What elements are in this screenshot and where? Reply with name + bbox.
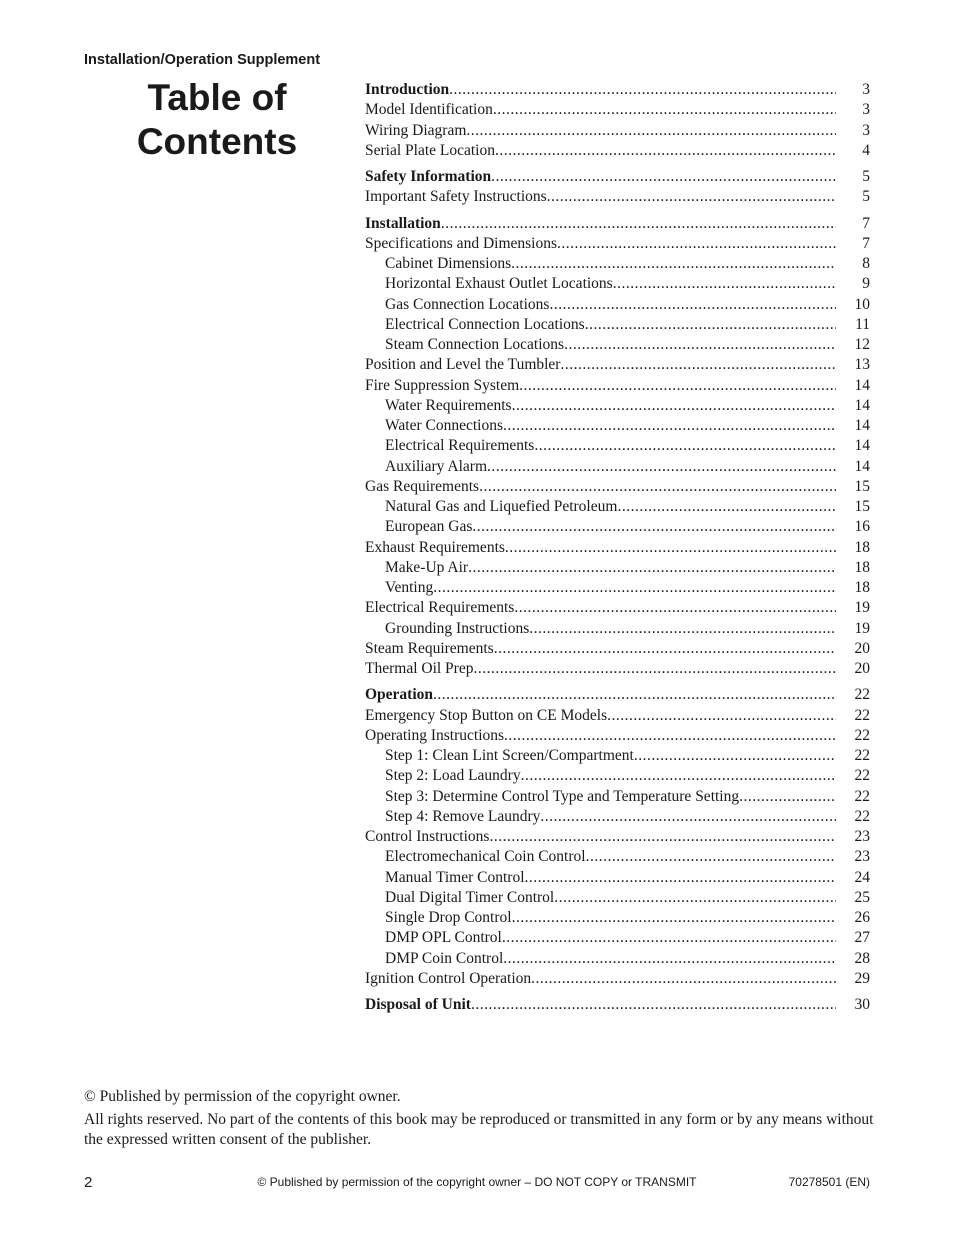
toc-entry-label: Dual Digital Timer Control xyxy=(385,888,555,906)
toc-page-number: 22 xyxy=(854,686,870,704)
toc-dot-leader xyxy=(487,457,836,477)
toc-entry-label: Operating Instructions xyxy=(365,726,505,744)
toc-dot-leader xyxy=(739,787,836,807)
toc-page-number: 15 xyxy=(854,498,870,515)
toc-dot-leader xyxy=(634,746,836,766)
toc-entry-label: DMP OPL Control xyxy=(385,929,502,947)
toc-dot-leader xyxy=(502,928,836,948)
toc-entry xyxy=(365,497,870,517)
toc-entry-label: Introduction xyxy=(365,81,450,98)
toc-entry xyxy=(365,928,870,948)
toc-dot-leader xyxy=(564,335,836,355)
toc-entry xyxy=(365,908,870,928)
toc-entry xyxy=(365,141,870,161)
toc-entry-label: Position and Level the Tumbler xyxy=(365,356,561,374)
toc-page-number: 13 xyxy=(854,356,870,374)
toc-section-heading xyxy=(365,685,870,705)
toc-entry-label: Safety Information xyxy=(365,168,492,185)
toc-entry xyxy=(365,315,870,335)
toc-entry xyxy=(365,766,870,786)
toc-entry-label: Model Identification xyxy=(365,101,493,119)
toc-entry-label: Auxiliary Alarm xyxy=(385,457,488,475)
toc-dot-leader xyxy=(441,214,836,234)
toc-entry-label: Water Requirements xyxy=(385,396,512,414)
toc-dot-leader xyxy=(557,234,836,254)
toc-entry-label: Thermal Oil Prep xyxy=(365,660,474,677)
toc-page-number: 22 xyxy=(854,706,870,724)
toc-entry xyxy=(365,396,870,416)
toc-page-number: 8 xyxy=(862,255,870,272)
page-footer xyxy=(84,1173,870,1191)
toc-dot-leader xyxy=(547,187,836,207)
toc-entry xyxy=(365,847,870,867)
toc-entry xyxy=(365,416,870,436)
toc-entry xyxy=(365,187,870,207)
toc-section-heading xyxy=(365,167,870,187)
toc-page-number: 15 xyxy=(854,477,870,495)
toc-entry xyxy=(365,746,870,766)
toc-entry xyxy=(365,598,870,618)
toc-page-number: 22 xyxy=(854,726,870,744)
toc-page-number: 24 xyxy=(854,868,870,886)
toc-page-number: 11 xyxy=(855,315,870,333)
toc-entry-label: Ignition Control Operation xyxy=(365,969,532,987)
toc-entry-label: Important Safety Instructions xyxy=(365,188,547,206)
toc-dot-leader xyxy=(472,517,836,537)
toc-entry xyxy=(365,376,870,396)
toc-page-number: 28 xyxy=(854,949,870,967)
toc-entry-label: Step 3: Determine Control Type and Temperature Setting xyxy=(385,787,740,805)
toc-dot-leader xyxy=(531,969,836,989)
toc-entry-label: Single Drop Control xyxy=(385,909,512,926)
toc-dot-leader xyxy=(540,807,836,827)
toc-dot-leader xyxy=(433,578,836,598)
toc-entry xyxy=(365,619,870,639)
toc-dot-leader xyxy=(473,659,836,679)
toc-dot-leader xyxy=(585,315,836,335)
toc-dot-leader xyxy=(493,100,836,120)
toc-page-number: 5 xyxy=(862,168,870,185)
toc-entry xyxy=(365,355,870,375)
toc-page-number: 25 xyxy=(854,888,870,906)
toc-dot-leader xyxy=(586,847,836,867)
toc-page-number: 12 xyxy=(854,336,870,353)
toc-page-number: 14 xyxy=(854,396,870,414)
toc-page-number: 3 xyxy=(862,121,870,139)
toc-entry-label: Cabinet Dimensions xyxy=(385,255,512,272)
toc-entry xyxy=(365,827,870,847)
toc-page-number: 16 xyxy=(854,518,870,536)
toc-entry xyxy=(365,726,870,746)
toc-dot-leader xyxy=(554,888,836,908)
toc-entry xyxy=(365,295,870,315)
toc-entry-label: Electrical Connection Locations xyxy=(385,315,585,333)
toc-section-heading xyxy=(365,80,870,100)
toc-entry xyxy=(365,335,870,355)
toc-dot-leader xyxy=(512,908,836,928)
toc-dot-leader xyxy=(479,477,836,497)
toc-page-number: 10 xyxy=(854,295,870,313)
toc-entry-label: Operation xyxy=(365,686,434,704)
toc-dot-leader xyxy=(471,995,836,1015)
page-title xyxy=(100,76,334,164)
toc-page-number: 9 xyxy=(862,275,870,293)
toc-page-number: 20 xyxy=(854,639,870,657)
toc-page-number: 14 xyxy=(854,376,870,394)
toc-page-number: 27 xyxy=(854,929,870,947)
toc-dot-leader xyxy=(503,949,836,969)
toc-entry xyxy=(365,457,870,477)
toc-dot-leader xyxy=(613,274,836,294)
toc-page-number: 22 xyxy=(854,787,870,805)
toc-entry-label: Control Instructions xyxy=(365,828,490,845)
toc-page-number: 18 xyxy=(854,538,870,556)
toc-page-number: 3 xyxy=(862,81,870,98)
toc-dot-leader xyxy=(521,766,836,786)
toc-entry xyxy=(365,578,870,598)
toc-entry-label: Water Connections xyxy=(385,417,503,434)
toc-dot-leader xyxy=(607,706,836,726)
toc-entry xyxy=(365,868,870,888)
toc-entry-label: Make-Up Air xyxy=(385,558,469,576)
toc-entry-label: Gas Requirements xyxy=(365,477,480,495)
toc-page-number: 18 xyxy=(854,579,870,596)
toc-page-number: 14 xyxy=(854,437,870,455)
toc-page-number: 30 xyxy=(854,996,870,1013)
toc-page-number: 26 xyxy=(854,909,870,926)
section-label: Installation/Operation Supplement xyxy=(84,52,321,68)
toc-entry-label: Gas Connection Locations xyxy=(385,295,550,313)
toc-dot-leader xyxy=(512,396,836,416)
toc-entry xyxy=(365,274,870,294)
toc-entry-label: Step 2: Load Laundry xyxy=(385,767,521,785)
toc-entry xyxy=(365,787,870,807)
toc-entry-label: Step 4: Remove Laundry xyxy=(385,807,541,825)
toc-entry-label: Serial Plate Location xyxy=(365,141,495,159)
toc-page-number: 5 xyxy=(862,188,870,206)
toc-dot-leader xyxy=(504,726,836,746)
toc-entry xyxy=(365,234,870,254)
table-of-contents xyxy=(365,80,870,1015)
footer-notice: © Published by permission of the copyright owner – DO NOT COPY or TRANSMIT xyxy=(257,1175,697,1189)
toc-dot-leader xyxy=(529,619,836,639)
toc-entry xyxy=(365,659,870,679)
page-title-line-1: Table of xyxy=(147,77,287,118)
toc-entry-label: Natural Gas and Liquefied Petroleum xyxy=(385,498,618,515)
toc-dot-leader xyxy=(449,80,836,100)
toc-dot-leader xyxy=(560,355,836,375)
toc-page-number: 18 xyxy=(854,558,870,576)
toc-dot-leader xyxy=(503,416,836,436)
toc-entry xyxy=(365,969,870,989)
toc-entry xyxy=(365,100,870,120)
toc-entry-label: DMP Coin Control xyxy=(385,949,504,967)
copyright-line: © Published by permission of the copyright owner. xyxy=(84,1088,401,1105)
toc-entry-label: Installation xyxy=(365,214,441,232)
toc-entry xyxy=(365,949,870,969)
toc-entry-label: Horizontal Exhaust Outlet Locations xyxy=(385,275,613,293)
toc-page-number: 4 xyxy=(862,141,870,159)
toc-page-number: 14 xyxy=(854,457,870,475)
toc-section-heading xyxy=(365,214,870,234)
toc-entry xyxy=(365,436,870,456)
toc-page-number: 22 xyxy=(854,767,870,785)
toc-page-number: 7 xyxy=(862,214,870,232)
toc-dot-leader xyxy=(519,376,836,396)
toc-dot-leader xyxy=(495,141,836,161)
toc-entry xyxy=(365,706,870,726)
toc-dot-leader xyxy=(466,121,836,141)
toc-entry-label: Fire Suppression System xyxy=(365,376,520,394)
toc-page-number: 29 xyxy=(854,969,870,987)
toc-dot-leader xyxy=(617,497,836,517)
toc-page-number: 7 xyxy=(862,234,870,252)
toc-entry xyxy=(365,477,870,497)
toc-page-number: 22 xyxy=(854,747,870,764)
rights-reserved-text: All rights reserved. No part of the contents of this book may be reproduced or transmitted in any form or by any means without the expressed written consent of the publisher. xyxy=(84,1111,874,1148)
toc-dot-leader xyxy=(489,827,836,847)
toc-entry-label: Wiring Diagram xyxy=(365,121,467,139)
toc-entry xyxy=(365,888,870,908)
toc-entry xyxy=(365,517,870,537)
toc-entry-label: Steam Requirements xyxy=(365,639,494,657)
toc-dot-leader xyxy=(505,538,836,558)
toc-entry-label: Emergency Stop Button on CE Models xyxy=(365,706,608,724)
toc-dot-leader xyxy=(494,639,836,659)
toc-page-number: 19 xyxy=(854,619,870,637)
toc-entry xyxy=(365,558,870,578)
toc-entry-label: Grounding Instructions xyxy=(385,619,530,637)
toc-page-number: 22 xyxy=(854,807,870,825)
toc-entry xyxy=(365,121,870,141)
page-title-line-2: Contents xyxy=(136,121,298,162)
toc-page-number: 14 xyxy=(854,417,870,434)
toc-entry-label: Electromechanical Coin Control xyxy=(385,848,586,866)
toc-dot-leader xyxy=(468,558,836,578)
toc-dot-leader xyxy=(433,685,836,705)
copyright-block xyxy=(84,1087,874,1153)
toc-entry-label: Exhaust Requirements xyxy=(365,538,505,556)
toc-entry-label: Electrical Requirements xyxy=(365,599,515,617)
toc-entry-label: Electrical Requirements xyxy=(385,437,535,455)
toc-dot-leader xyxy=(549,295,836,315)
toc-entry-label: Manual Timer Control xyxy=(385,868,525,886)
toc-dot-leader xyxy=(514,598,836,618)
page-number: 2 xyxy=(84,1174,93,1191)
toc-page-number: 23 xyxy=(854,828,870,845)
toc-dot-leader xyxy=(511,254,836,274)
toc-page-number: 3 xyxy=(862,101,870,119)
toc-entry-label: Specifications and Dimensions xyxy=(365,234,557,252)
toc-entry-label: Steam Connection Locations xyxy=(385,336,565,353)
toc-dot-leader xyxy=(491,167,836,187)
toc-entry-label: Step 1: Clean Lint Screen/Compartment xyxy=(385,747,634,764)
toc-section-heading xyxy=(365,995,870,1015)
toc-entry-label: Disposal of Unit xyxy=(365,996,471,1013)
toc-entry xyxy=(365,538,870,558)
toc-entry xyxy=(365,639,870,659)
toc-entry xyxy=(365,254,870,274)
document-number: 70278501 (EN) xyxy=(788,1175,870,1189)
toc-dot-leader xyxy=(534,436,836,456)
toc-entry xyxy=(365,807,870,827)
toc-page-number: 19 xyxy=(854,599,870,617)
toc-dot-leader xyxy=(525,868,836,888)
toc-page-number: 23 xyxy=(854,848,870,866)
toc-page-number: 20 xyxy=(854,660,870,677)
toc-entry-label: Venting xyxy=(385,579,434,596)
toc-entry-label: European Gas xyxy=(385,518,473,536)
